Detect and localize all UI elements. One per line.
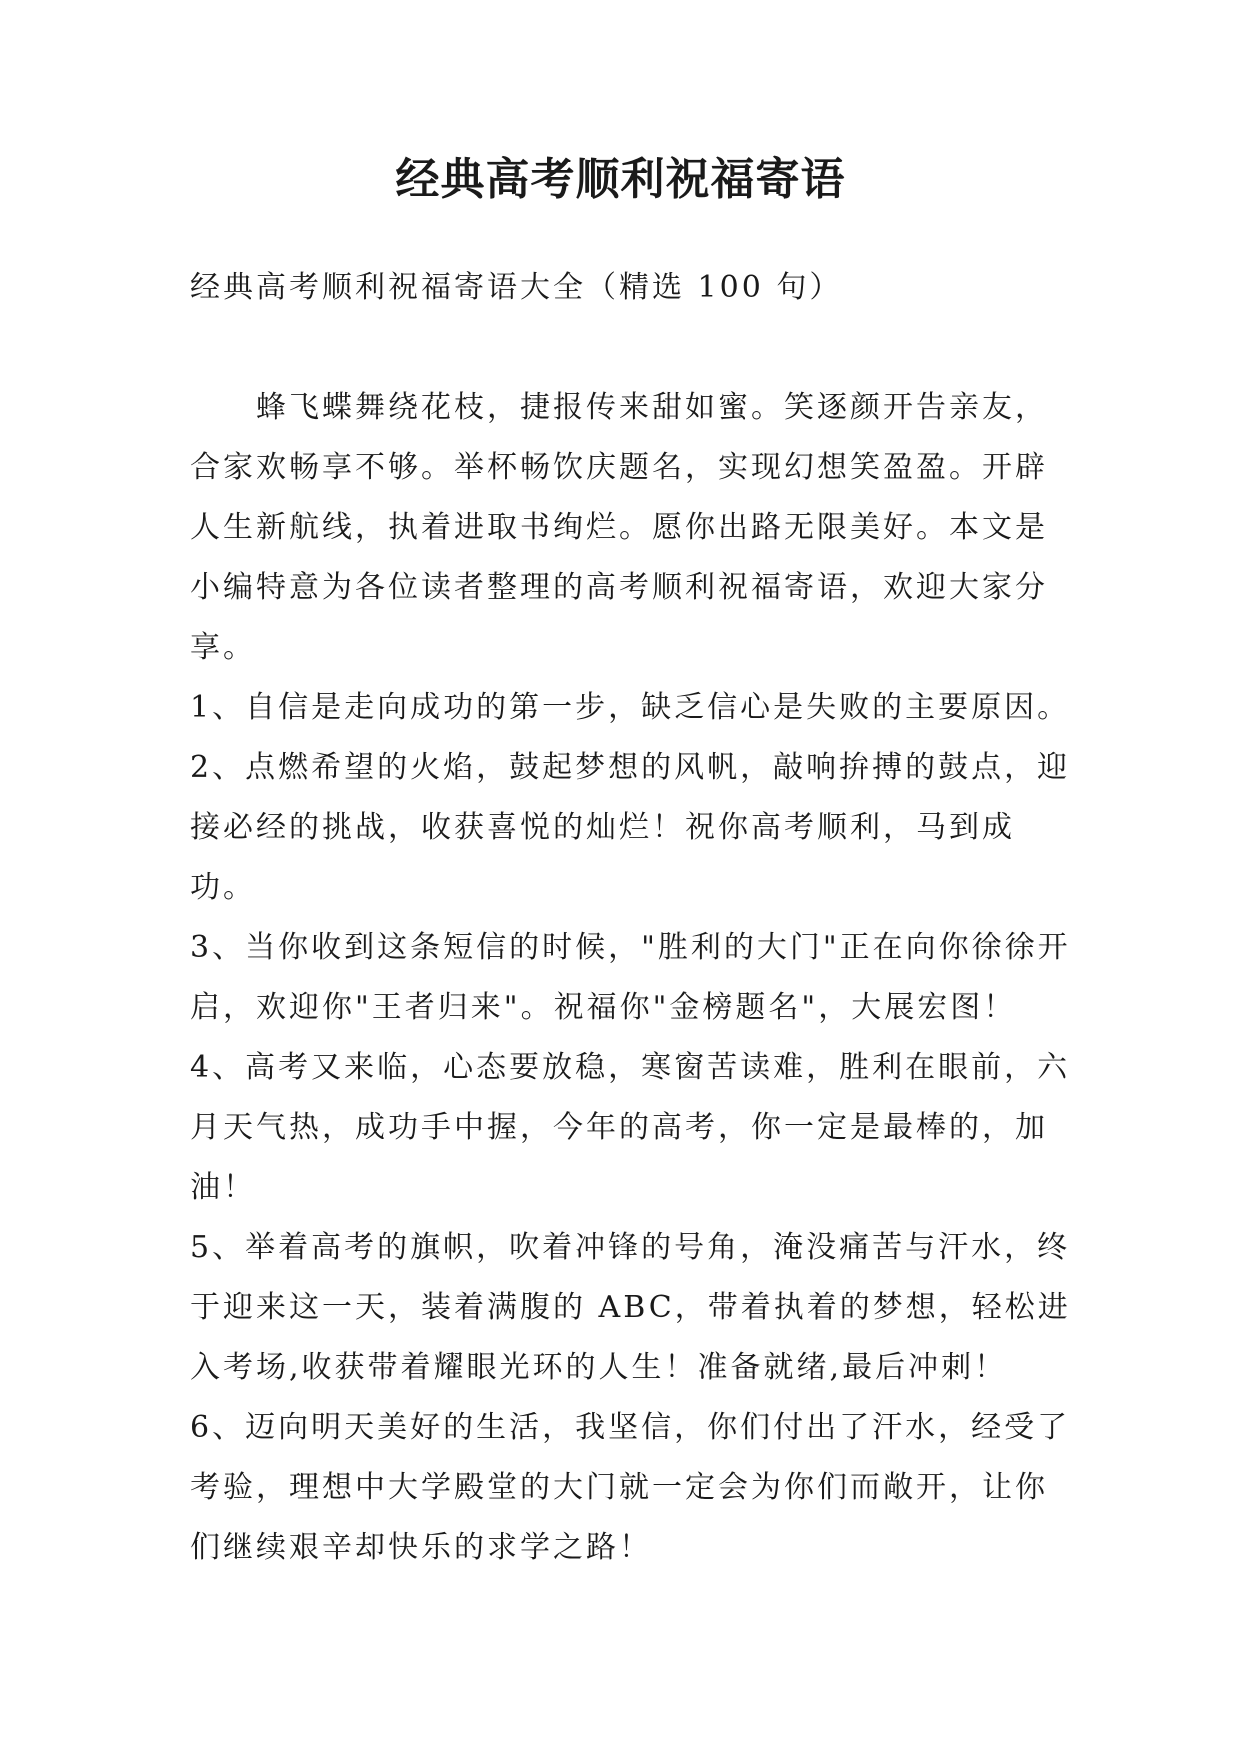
document-subtitle: 经典高考顺利祝福寄语大全（精选 100 句）: [190, 270, 843, 305]
list-item: 6、迈向明天美好的生活，我坚信，你们付出了汗水，经受了考验，理想中大学殿堂的大门就一定会为你们而敞开，让你们继续艰辛却快乐的求学之路！: [190, 1410, 1071, 1565]
page-title: 经典高考顺利祝福寄语: [395, 154, 846, 205]
list-item: 2、点燃希望的火焰，鼓起梦想的风帆，敲响拚搏的鼓点，迎接必经的挑战，收获喜悦的灿烂！祝你高考顺利，马到成功。: [190, 750, 1071, 905]
intro-paragraph: 蜂飞蝶舞绕花枝，捷报传来甜如蜜。笑逐颜开告亲友，合家欢畅享不够。举杯畅饮庆题名，实现幻想笑盈盈。开辟人生新航线，执着进取书绚烂。愿你出路无限美好。本文是小编特意为各位读者整理的高考顺利祝福寄语，欢迎大家分享。: [190, 390, 1048, 665]
list-item: 5、举着高考的旗帜，吹着冲锋的号角，淹没痛苦与汗水，终于迎来这一天，装着满腹的 ABC，带着执着的梦想，轻松进入考场,收获带着耀眼光环的人生！准备就绪,最后冲刺！: [190, 1230, 1071, 1385]
document-body: [190, 258, 1080, 1578]
list-item: 1、自信是走向成功的第一步，缺乏信心是失败的主要原因。: [190, 690, 1071, 725]
list-item: 3、当你收到这条短信的时候，"胜利的大门"正在向你徐徐开启，欢迎你"王者归来"。祝福你"金榜题名"，大展宏图！: [190, 930, 1071, 1025]
list-item: 4、高考又来临，心态要放稳，寒窗苦读难，胜利在眼前，六月天气热，成功手中握，今年的高考，你一定是最棒的，加油！: [190, 1050, 1071, 1205]
